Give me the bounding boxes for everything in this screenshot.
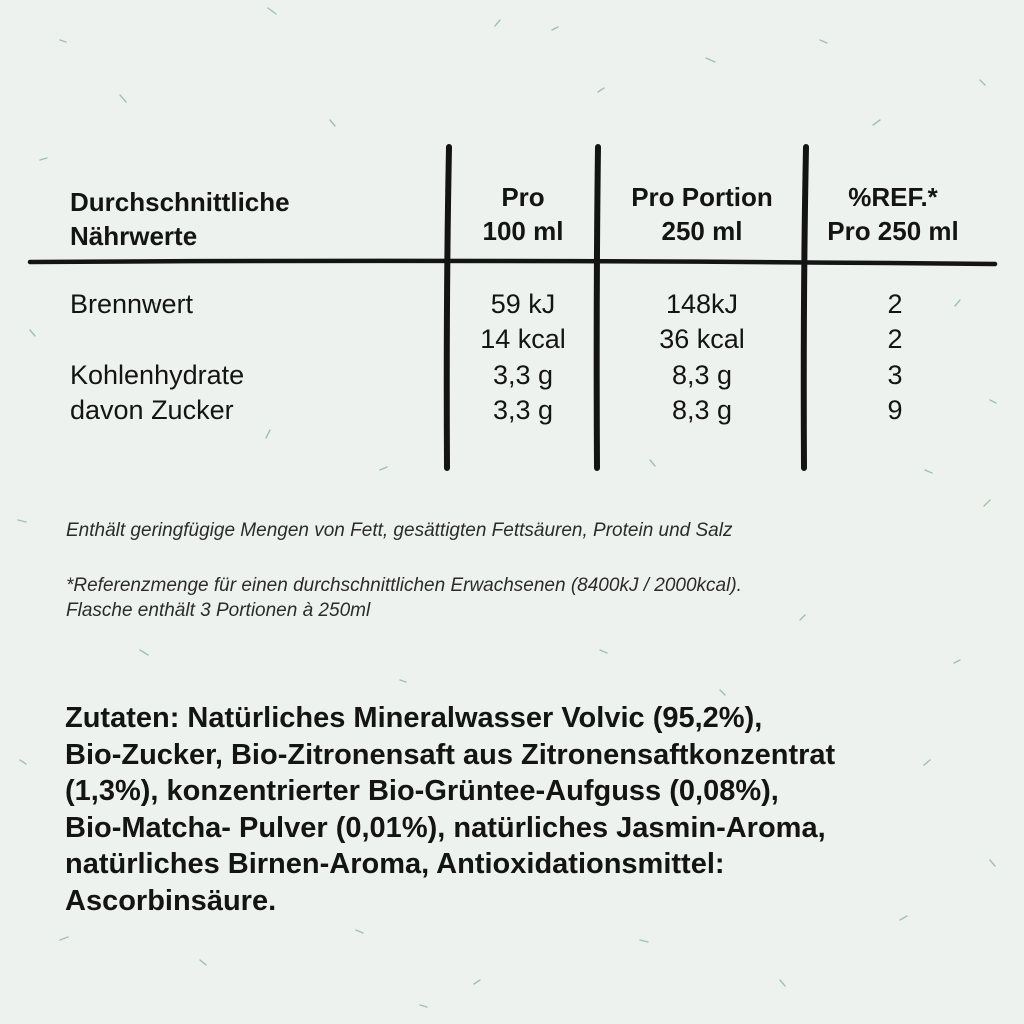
header-line: 250 ml — [661, 216, 743, 246]
ingredients-line: Ascorbinsäure. — [65, 884, 277, 917]
cell-ref: 2 — [887, 289, 903, 319]
header-line: Durchschnittliche — [70, 187, 290, 217]
header-nutrients — [70, 185, 430, 253]
row-label: Kohlenhydrate — [70, 360, 245, 390]
header-line: Nährwerte — [70, 221, 198, 251]
cell-per-100ml: 59 kJ — [490, 289, 556, 319]
header-divider — [30, 261, 995, 264]
row-label: davon Zucker — [70, 395, 234, 425]
ingredients-line: (1,3%), konzentrierter Bio-Grüntee-Aufguss (0,08%), — [65, 775, 779, 807]
header-line: 100 ml — [482, 216, 564, 246]
cell-per-portion: 36 kcal — [659, 324, 745, 354]
ingredients-line: natürliches Birnen-Aroma, Antioxidationsmittel: — [65, 848, 725, 880]
cell-per-portion: 8,3 g — [671, 395, 733, 425]
cell-per-portion: 148kJ — [665, 289, 739, 319]
header-line: Pro — [501, 182, 545, 212]
header-per-portion — [604, 180, 800, 248]
column-divider-3 — [804, 147, 806, 468]
cell-ref: 3 — [887, 360, 903, 390]
header-ref — [808, 180, 978, 248]
cell-per-100ml: 14 kcal — [480, 324, 566, 354]
header-line: %REF.* — [848, 182, 938, 212]
cell-per-100ml: 3,3 g — [492, 360, 554, 390]
ingredients-list — [65, 700, 1005, 919]
column-divider-2 — [597, 147, 598, 468]
column-divider-1 — [447, 147, 449, 468]
bottle-note: Flasche enthält 3 Portionen à 250ml — [66, 600, 371, 621]
ingredients-line: Bio-Matcha- Pulver (0,01%), natürliches Jasmin-Aroma, — [65, 811, 826, 844]
reference-note: *Referenzmenge für einen durchschnittlichen Erwachsenen (8400kJ / 2000kcal). — [66, 575, 742, 596]
header-line: Pro 250 ml — [827, 216, 959, 246]
header-per-100ml — [452, 180, 594, 248]
cell-ref: 2 — [887, 324, 903, 354]
cell-per-portion: 8,3 g — [671, 360, 733, 390]
cell-ref: 9 — [887, 395, 903, 425]
row-label: Brennwert — [70, 289, 194, 319]
ingredients-line: Zutaten: Natürliches Mineralwasser Volvic (95,2%), — [65, 702, 763, 734]
ingredients-line: Bio-Zucker, Bio-Zitronensaft aus Zitronensaftkonzentrat — [65, 738, 836, 771]
cell-per-100ml: 3,3 g — [492, 395, 554, 425]
trace-note: Enthält geringfügige Mengen von Fett, gesättigten Fettsäuren, Protein und Salz — [66, 520, 733, 541]
header-line: Pro Portion — [631, 182, 773, 212]
